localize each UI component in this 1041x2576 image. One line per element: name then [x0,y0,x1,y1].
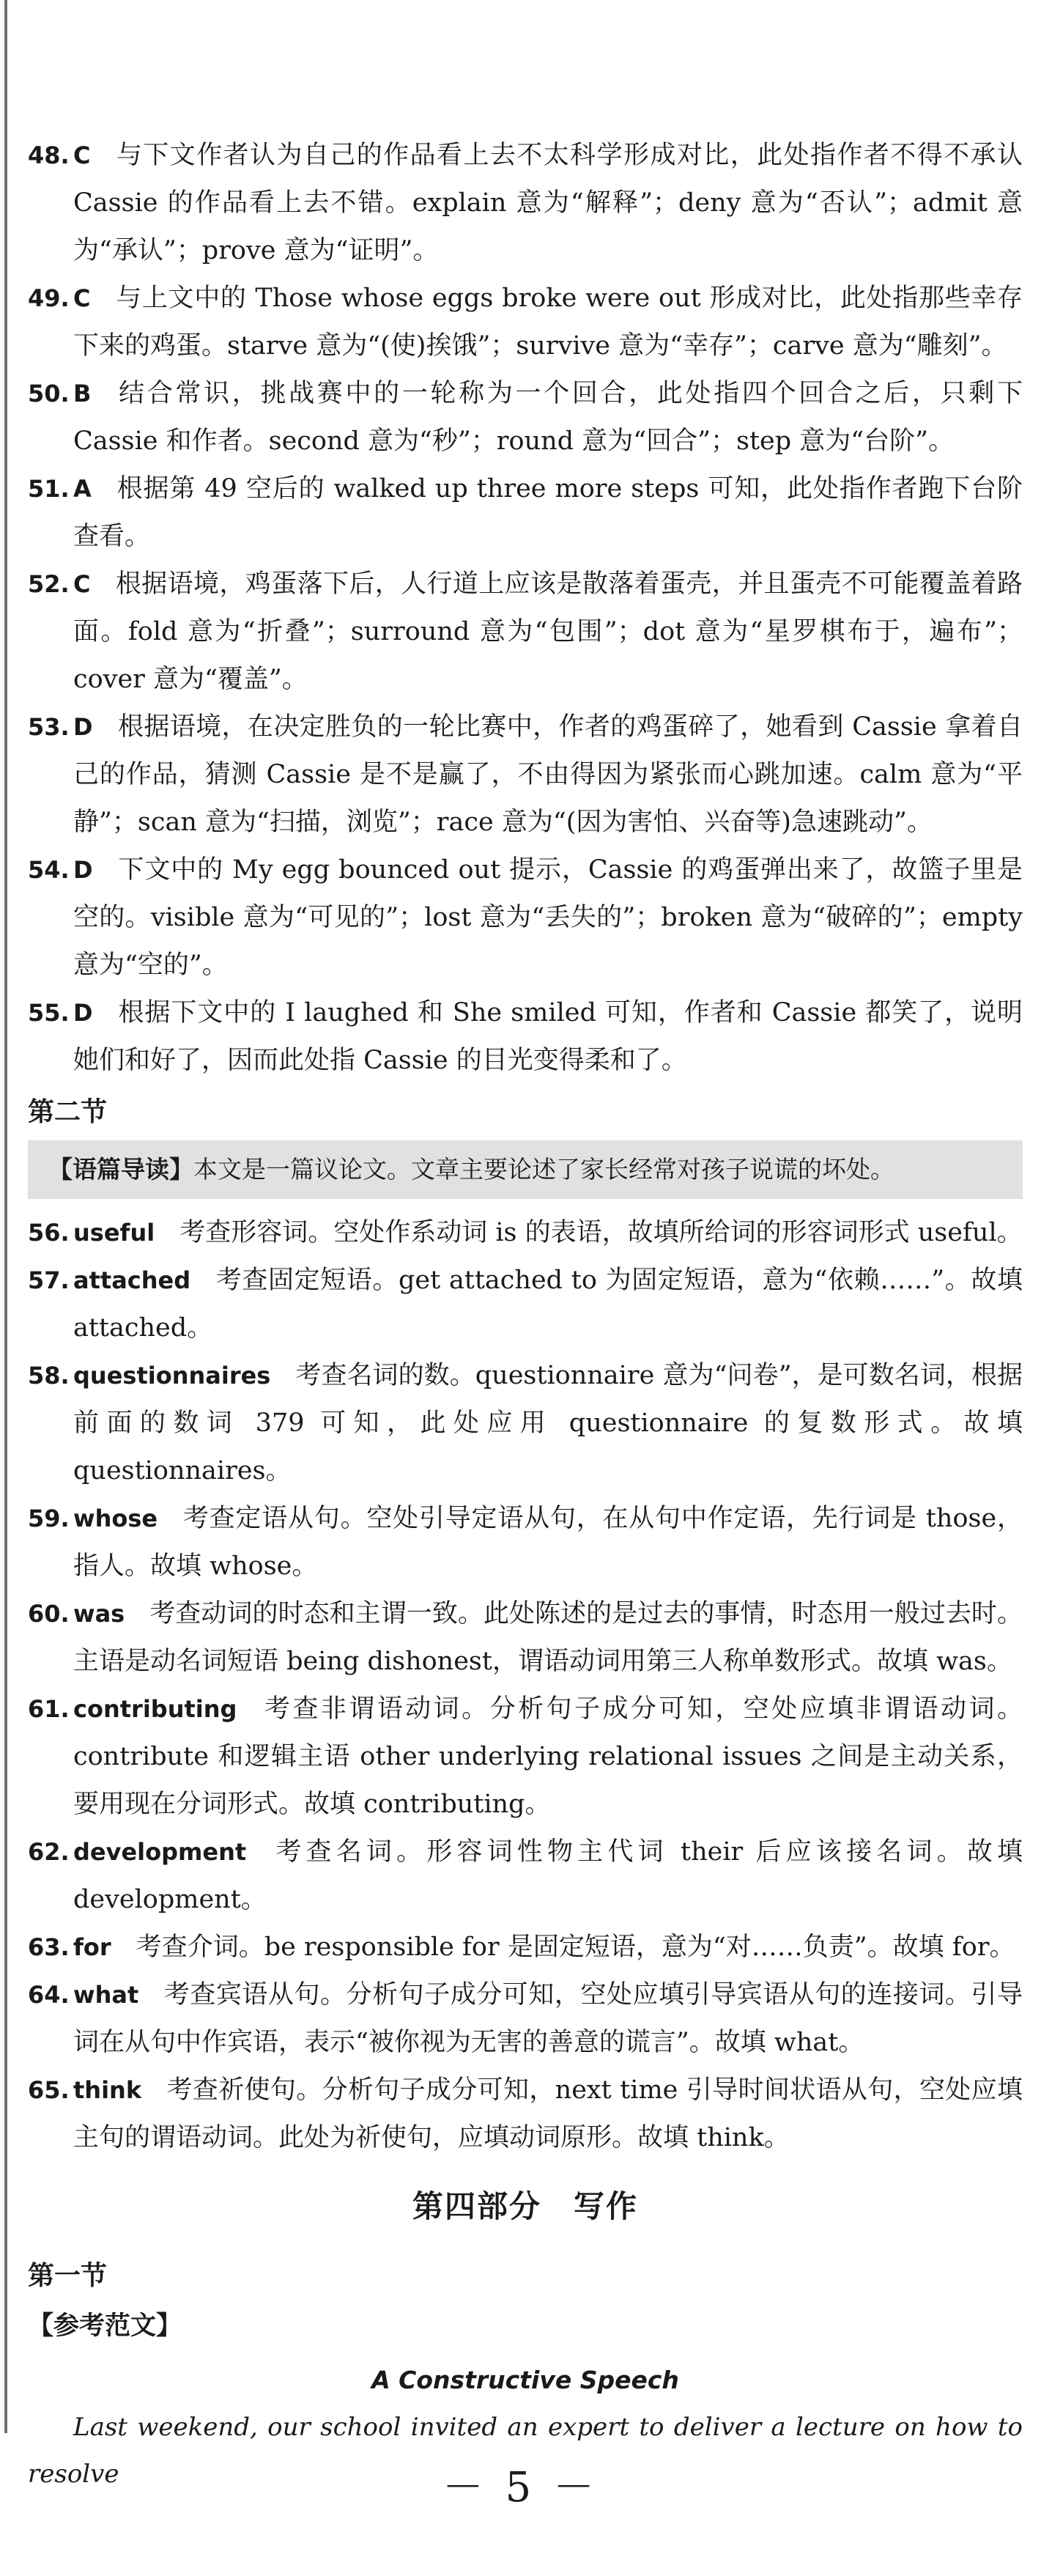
answer-item-50 [28,370,1023,465]
item-answer: think [73,2076,142,2104]
item-answer: whose [73,1505,158,1532]
item-explanation: 考查名词的数。questionnaire 意为“问卷”，是可数名词，根据前面的数词 379 可知，此处应用 questionnaire 的复数形式。故填 questionnaires。 [73,1361,1023,1486]
item-number: 65. [28,2076,70,2104]
answer-item-64 [28,1971,1023,2067]
item-answer: what [73,1981,139,2009]
answer-item-55 [28,989,1023,1085]
answer-item-56 [28,1209,1023,1257]
item-explanation: 下文中的 My egg bounced out 提示，Cassie 的鸡蛋弹出来了，故篮子里是空的。visible 意为“可见的”；lost 意为“丢失的”；broken 意为“破碎的”；empty 意为“空的”。 [73,855,1023,980]
item-explanation: 根据第 49 空后的 walked up three more steps 可知，此处指作者跑下台阶查看。 [73,474,1023,551]
item-answer: D [73,713,93,741]
item-explanation: 根据语境，鸡蛋落下后，人行道上应该是散落着蛋壳，并且蛋壳不可能覆盖着路面。fold 意为“折叠”；surround 意为“包围”；dot 意为“星罗棋布于，遍布”；cover 意为“覆盖”。 [73,569,1023,694]
item-answer: for [73,1933,111,1961]
item-number: 56. [28,1219,70,1247]
item-answer: attached [73,1266,191,1294]
answer-item-61 [28,1686,1023,1828]
answer-item-52 [28,561,1023,704]
item-explanation: 考查形容词。空处作系动词 is 的表语，故填所给词的形容词形式 useful。 [179,1218,1023,1247]
item-explanation: 根据语境，在决定胜负的一轮比赛中，作者的鸡蛋碎了，她看到 Cassie 拿着自己的作品，猜测 Cassie 是不是赢了，不由得因为紧张而心跳加速。calm 意为“平静”；scan 意为“扫描，浏览”；race 意为“(因为害怕、兴奋等)急速跳动”。 [73,712,1023,837]
item-number: 52. [28,570,70,598]
item-answer: questionnaires [73,1362,271,1390]
item-number: 63. [28,1933,70,1961]
item-answer: A [73,475,92,503]
answer-item-62 [28,1828,1023,1924]
item-number: 49. [28,284,70,312]
page-number: － 5 － [442,2464,599,2512]
item-answer: was [73,1600,125,1628]
item-answer: development [73,1838,247,1866]
answer-item-60 [28,1590,1023,1686]
item-explanation: 结合常识，挑战赛中的一轮称为一个回合，此处指四个回合之后，只剩下 Cassie 和作者。second 意为“秒”；round 意为“回合”；step 意为“台阶”。 [73,379,1023,456]
item-explanation: 考查祈使句。分析句子成分可知，next time 引导时间状语从句，空处应填主句的谓语动词。此处为祈使句，应填动词原形。故填 think。 [73,2075,1023,2152]
part-four-title: 第四部分 写作 [412,2188,638,2224]
item-explanation: 考查定语从句。空处引导定语从句，在从句中作定语，先行词是 those，指人。故填 whose。 [73,1504,1023,1581]
item-number: 64. [28,1981,70,2009]
item-number: 54. [28,856,70,884]
item-number: 59. [28,1505,70,1532]
answer-item-54 [28,846,1023,989]
answer-explanations [28,132,1023,2498]
left-margin-rule [4,0,7,2433]
answer-item-51 [28,465,1023,561]
answer-item-63 [28,1924,1023,1971]
section-heading-1: 第一节 [28,2260,108,2291]
guide-text: 本文是一篇议论文。文章主要论述了家长经常对孩子说谎的坏处。 [193,1155,894,1184]
item-number: 62. [28,1838,70,1866]
item-explanation: 根据下文中的 I laughed 和 She smiled 可知，作者和 Cassie 都笑了，说明她们和好了，因而此处指 Cassie 的目光变得柔和了。 [73,998,1023,1075]
item-explanation: 考查动词的时态和主谓一致。此处陈述的是过去的事情，时态用一般过去时。主语是动名词短语 being dishonest，谓语动词用第三人称单数形式。故填 was。 [73,1599,1023,1676]
guide-tag: 【语篇导读】 [48,1155,193,1184]
section-heading-2: 第二节 [28,1096,108,1127]
item-answer: D [73,856,93,884]
answer-item-49 [28,275,1023,370]
item-explanation: 考查宾语从句。分析句子成分可知，空处应填引导宾语从句的连接词。引导词在从句中作宾语，表示“被你视为无害的善意的谎言”。故填 what。 [73,1980,1023,2057]
discourse-guide-box [28,1140,1023,1199]
item-answer: C [73,570,91,598]
item-number: 57. [28,1266,70,1294]
item-explanation: 考查名词。形容词性物主代词 their 后应该接名词。故填 development。 [73,1837,1023,1914]
item-answer: C [73,141,91,169]
answers-part2 [28,1209,1023,2162]
item-explanation: 与下文作者认为自己的作品看上去不太科学形成对比，此处指作者不得不承认 Cassie 的作品看上去不错。explain 意为“解释”；deny 意为“否认”；admit 意为“承认”；prove 意为“证明”。 [73,141,1023,265]
answers-part1 [28,132,1023,1085]
item-number: 58. [28,1362,70,1390]
item-answer: contributing [73,1695,237,1723]
item-explanation: 考查固定短语。get attached to 为固定短语，意为“依赖……”。故填 attached。 [73,1266,1023,1343]
item-answer: B [73,380,92,407]
essay-first-line: Last weekend, our school invited an expert to deliver a lecture on how to resolve [28,2413,1023,2489]
item-number: 61. [28,1695,70,1723]
item-explanation: 与上文中的 Those whose eggs broke were out 形成对比，此处指那些幸存下来的鸡蛋。starve 意为“(使)挨饿”；survive 意为“幸存”；carve 意为“雕刻”。 [73,284,1023,361]
item-number: 60. [28,1600,70,1628]
item-number: 51. [28,475,70,503]
item-explanation: 考查非谓语动词。分析句子成分可知，空处应填非谓语动词。contribute 和逻辑主语 other underlying relational issues 之间是主动关系，要用现在分词形式。故填 contributing。 [73,1694,1023,1819]
item-answer: useful [73,1219,155,1247]
item-number: 48. [28,141,70,169]
answer-item-65 [28,2067,1023,2162]
item-number: 55. [28,999,70,1027]
item-number: 53. [28,713,70,741]
item-answer: C [73,284,91,312]
sample-essay-label: 【参考范文】 [28,2311,182,2341]
essay-title: A Constructive Speech [371,2366,679,2394]
answer-item-48 [28,132,1023,275]
item-answer: D [73,999,93,1027]
answer-item-53 [28,704,1023,846]
answer-item-57 [28,1257,1023,1352]
answer-item-58 [28,1352,1023,1495]
item-explanation: 考查介词。be responsible for 是固定短语，意为“对……负责”。故填 for。 [136,1933,1015,1962]
answer-item-59 [28,1495,1023,1590]
item-number: 50. [28,380,70,407]
